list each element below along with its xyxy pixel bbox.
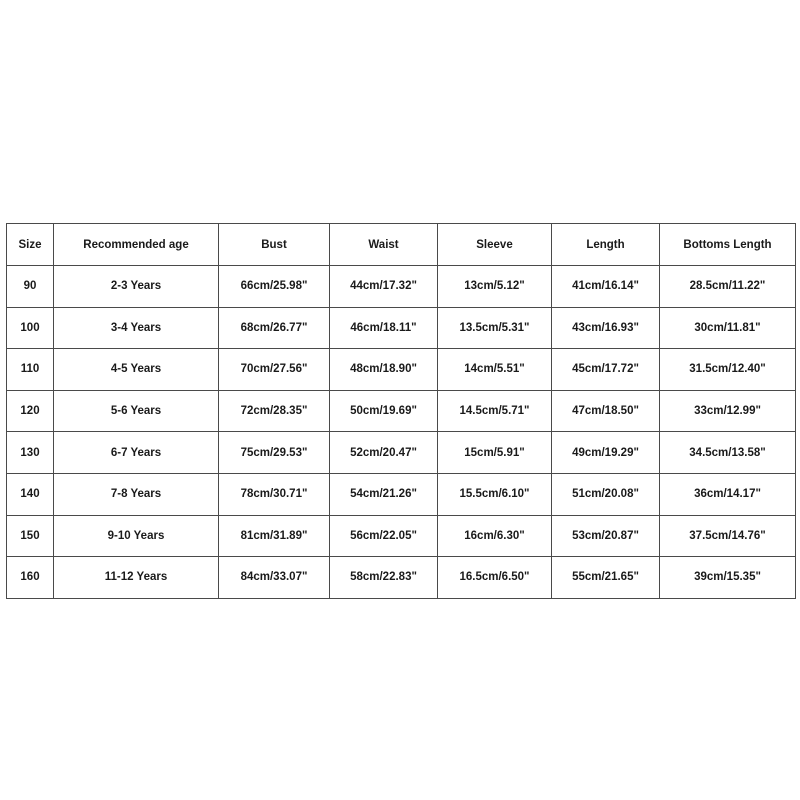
- bottoms-length-cell: 28.5cm/11.22": [660, 266, 796, 308]
- age-cell: 7-8 Years: [54, 473, 219, 515]
- length-cell: 45cm/17.72": [552, 349, 660, 391]
- table-row: [7, 515, 796, 557]
- size-cell: 140: [7, 473, 54, 515]
- length-cell: 43cm/16.93": [552, 307, 660, 349]
- waist-cell: 48cm/18.90": [330, 349, 438, 391]
- age-cell: 11-12 Years: [54, 557, 219, 599]
- waist-cell: 52cm/20.47": [330, 432, 438, 474]
- waist-cell: 56cm/22.05": [330, 515, 438, 557]
- size-cell: 90: [7, 266, 54, 308]
- bust-cell: 75cm/29.53": [219, 432, 330, 474]
- bottoms-length-cell: 37.5cm/14.76": [660, 515, 796, 557]
- sleeve-cell: 13cm/5.12": [438, 266, 552, 308]
- sleeve-cell: 14cm/5.51": [438, 349, 552, 391]
- length-cell: 53cm/20.87": [552, 515, 660, 557]
- size-cell: 110: [7, 349, 54, 391]
- bust-cell: 84cm/33.07": [219, 557, 330, 599]
- table-row: [7, 307, 796, 349]
- sleeve-cell: 13.5cm/5.31": [438, 307, 552, 349]
- waist-cell: 54cm/21.26": [330, 473, 438, 515]
- size-cell: 160: [7, 557, 54, 599]
- header-bottoms-length: Bottoms Length: [660, 224, 796, 266]
- header-length: Length: [552, 224, 660, 266]
- length-cell: 55cm/21.65": [552, 557, 660, 599]
- bottoms-length-cell: 31.5cm/12.40": [660, 349, 796, 391]
- sleeve-cell: 16.5cm/6.50": [438, 557, 552, 599]
- header-waist: Waist: [330, 224, 438, 266]
- bust-cell: 70cm/27.56": [219, 349, 330, 391]
- bust-cell: 66cm/25.98": [219, 266, 330, 308]
- size-cell: 100: [7, 307, 54, 349]
- length-cell: 47cm/18.50": [552, 390, 660, 432]
- bust-cell: 81cm/31.89": [219, 515, 330, 557]
- table-row: [7, 266, 796, 308]
- waist-cell: 44cm/17.32": [330, 266, 438, 308]
- header-bust: Bust: [219, 224, 330, 266]
- bust-cell: 72cm/28.35": [219, 390, 330, 432]
- table-row: [7, 432, 796, 474]
- waist-cell: 46cm/18.11": [330, 307, 438, 349]
- bust-cell: 78cm/30.71": [219, 473, 330, 515]
- bottoms-length-cell: 39cm/15.35": [660, 557, 796, 599]
- age-cell: 6-7 Years: [54, 432, 219, 474]
- length-cell: 51cm/20.08": [552, 473, 660, 515]
- bust-cell: 68cm/26.77": [219, 307, 330, 349]
- table-row: [7, 473, 796, 515]
- age-cell: 5-6 Years: [54, 390, 219, 432]
- age-cell: 4-5 Years: [54, 349, 219, 391]
- age-cell: 9-10 Years: [54, 515, 219, 557]
- sleeve-cell: 15cm/5.91": [438, 432, 552, 474]
- table-row: [7, 557, 796, 599]
- age-cell: 2-3 Years: [54, 266, 219, 308]
- length-cell: 41cm/16.14": [552, 266, 660, 308]
- table-row: [7, 390, 796, 432]
- bottoms-length-cell: 34.5cm/13.58": [660, 432, 796, 474]
- waist-cell: 50cm/19.69": [330, 390, 438, 432]
- size-cell: 150: [7, 515, 54, 557]
- header-row: [7, 224, 796, 266]
- header-size: Size: [7, 224, 54, 266]
- bottoms-length-cell: 36cm/14.17": [660, 473, 796, 515]
- bottoms-length-cell: 30cm/11.81": [660, 307, 796, 349]
- age-cell: 3-4 Years: [54, 307, 219, 349]
- header-recommended-age: Recommended age: [54, 224, 219, 266]
- waist-cell: 58cm/22.83": [330, 557, 438, 599]
- table-row: [7, 349, 796, 391]
- header-sleeve: Sleeve: [438, 224, 552, 266]
- sleeve-cell: 16cm/6.30": [438, 515, 552, 557]
- size-chart-table: [6, 223, 796, 599]
- sleeve-cell: 14.5cm/5.71": [438, 390, 552, 432]
- sleeve-cell: 15.5cm/6.10": [438, 473, 552, 515]
- size-cell: 120: [7, 390, 54, 432]
- length-cell: 49cm/19.29": [552, 432, 660, 474]
- bottoms-length-cell: 33cm/12.99": [660, 390, 796, 432]
- size-cell: 130: [7, 432, 54, 474]
